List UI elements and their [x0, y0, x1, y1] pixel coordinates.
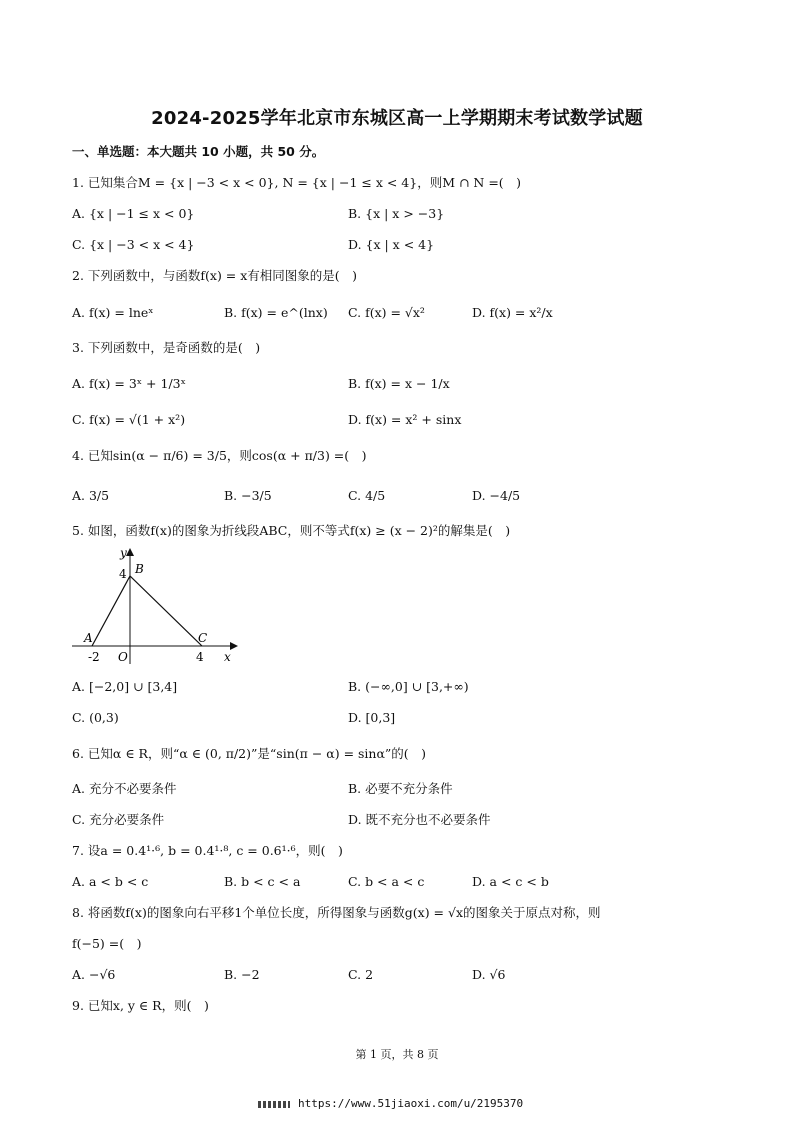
q8-option-c: C. 2	[348, 967, 374, 982]
q9-stem: 9. 已知x, y ∈ R，则( )	[72, 998, 209, 1013]
y-axis-label: y	[120, 546, 127, 560]
q5-stem: 5. 如图，函数f(x)的图象为折线段ABC，则不等式f(x) ≥ (x − 2)²的解集是( )	[72, 523, 511, 538]
point-c-label: C	[198, 631, 208, 645]
q8-option-d: D. √6	[472, 967, 506, 982]
q7-option-a: A. a < b < c	[72, 874, 149, 889]
q3-option-d: D. f(x) = x² + sinx	[348, 412, 462, 427]
q3-option-a: A. f(x) = 3ˣ + 1/3ˣ	[72, 376, 186, 391]
page-title: 2024-2025学年北京市东城区高一上学期期末考试数学试题	[151, 108, 643, 129]
q6-option-a: A. 充分不必要条件	[72, 781, 177, 796]
q5-option-d: D. [0,3]	[348, 710, 396, 725]
q2-option-a: A. f(x) = lneˣ	[72, 305, 154, 320]
x-axis-label: x	[224, 650, 231, 664]
q4-option-b: B. −3/5	[224, 488, 272, 503]
tick-neg2: -2	[88, 650, 100, 664]
q5-option-a: A. [−2,0] ∪ [3,4]	[72, 679, 178, 694]
q1-option-a: A. {x | −1 ≤ x < 0}	[72, 206, 195, 221]
page-footer: 第 1 页，共 8 页	[355, 1048, 439, 1061]
q4-option-a: A. 3/5	[72, 488, 110, 503]
q2-option-d: D. f(x) = x²/x	[472, 305, 553, 320]
q7-option-c: C. b < a < c	[348, 874, 425, 889]
tick-4-x: 4	[196, 650, 204, 664]
watermark-logo	[258, 1101, 290, 1108]
q6-stem: 6. 已知α ∈ R，则“α ∈ (0, π/2)”是“sin(π − α) = sinα”的( )	[72, 746, 427, 761]
tick-4-y: 4	[119, 567, 127, 581]
q7-option-d: D. a < c < b	[472, 874, 549, 889]
q3-option-b: B. f(x) = x − 1/x	[348, 376, 450, 391]
section-heading: 一、单选题：本大题共 10 小题，共 50 分。	[72, 144, 325, 159]
q2-option-c: C. f(x) = √x²	[348, 305, 425, 320]
origin-label: O	[118, 650, 128, 664]
q1-option-d: D. {x | x < 4}	[348, 237, 435, 252]
q1-option-c: C. {x | −3 < x < 4}	[72, 237, 195, 252]
q8-stem-line1: 8. 将函数f(x)的图象向右平移1个单位长度，所得图象与函数g(x) = √x的图象关于原点对称，则	[72, 905, 601, 920]
q2-option-b: B. f(x) = e^(lnx)	[224, 305, 328, 320]
q6-option-b: B. 必要不充分条件	[348, 781, 453, 796]
q1-stem: 1. 已知集合M = {x | −3 < x < 0}, N = {x | −1 ≤ x < 4}，则M ∩ N =( )	[72, 175, 522, 190]
q7-option-b: B. b < c < a	[224, 874, 301, 889]
q5-option-b: B. (−∞,0] ∪ [3,+∞)	[348, 679, 469, 694]
q8-option-a: A. −√6	[72, 967, 116, 982]
watermark-url[interactable]	[258, 1097, 523, 1110]
q4-stem: 4. 已知sin(α − π/6) = 3/5，则cos(α + π/3) =( )	[72, 448, 367, 463]
q4-option-d: D. −4/5	[472, 488, 521, 503]
watermark-url-text[interactable]: https://www.51jiaoxi.com/u/2195370	[298, 1097, 524, 1110]
point-a-label: A	[84, 631, 93, 645]
q5-graph	[64, 540, 254, 670]
q8-option-b: B. −2	[224, 967, 260, 982]
q6-option-c: C. 充分必要条件	[72, 812, 165, 827]
point-b-label: B	[135, 562, 144, 576]
q2-stem: 2. 下列函数中，与函数f(x) = x有相同图象的是( )	[72, 268, 358, 283]
q6-option-d: D. 既不充分也不必要条件	[348, 812, 491, 827]
q3-stem: 3. 下列函数中，是奇函数的是( )	[72, 340, 261, 355]
q5-option-c: C. (0,3)	[72, 710, 119, 725]
q3-option-c: C. f(x) = √(1 + x²)	[72, 412, 186, 427]
q1-option-b: B. {x | x > −3}	[348, 206, 445, 221]
q8-stem-line2: f(−5) =( )	[72, 936, 142, 951]
q7-stem: 7. 设a = 0.4¹·⁶, b = 0.4¹·⁸, c = 0.6¹·⁶，则( )	[72, 843, 343, 858]
polyline-abc	[92, 576, 202, 646]
q4-option-c: C. 4/5	[348, 488, 386, 503]
